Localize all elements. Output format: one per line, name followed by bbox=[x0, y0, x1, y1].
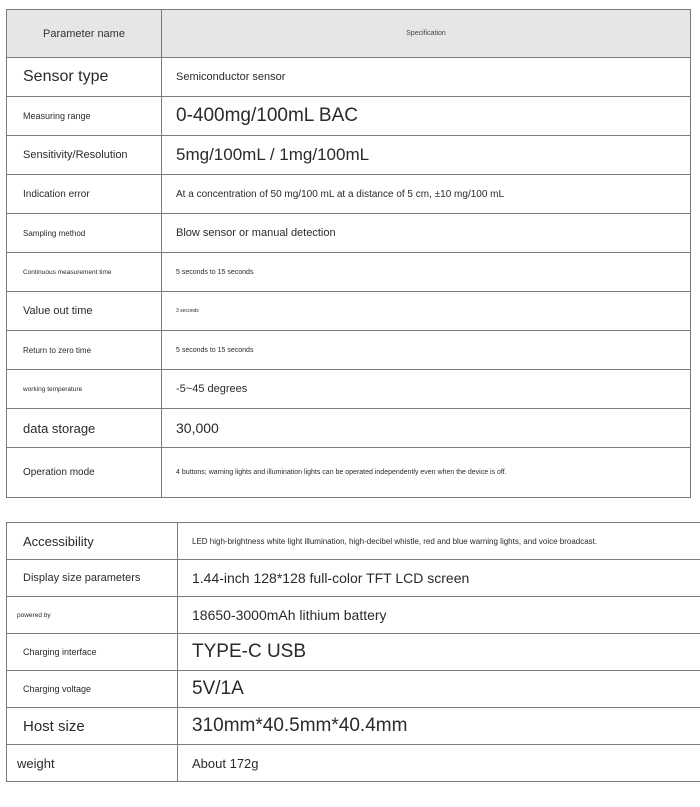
row-value: 5 seconds to 15 seconds bbox=[162, 331, 691, 370]
row-name: Operation mode bbox=[7, 448, 162, 498]
row-name: Display size parameters bbox=[7, 560, 178, 597]
table-row bbox=[7, 58, 691, 97]
table-row bbox=[7, 409, 691, 448]
row-value: At a concentration of 50 mg/100 mL at a distance of 5 cm, ±10 mg/100 mL bbox=[162, 175, 691, 214]
row-value: 5V/1A bbox=[178, 671, 700, 708]
row-name: Return to zero time bbox=[7, 331, 162, 370]
row-name: Sensitivity/Resolution bbox=[7, 136, 162, 175]
row-value: 3 seconds bbox=[162, 292, 691, 331]
table-row bbox=[7, 745, 700, 782]
row-value: 0-400mg/100mL BAC bbox=[162, 97, 691, 136]
table-row bbox=[7, 136, 691, 175]
table-row bbox=[7, 292, 691, 331]
table-row bbox=[7, 175, 691, 214]
row-value: 4 buttons; warning lights and illumination lights can be operated independently even when the device is off. bbox=[162, 448, 691, 498]
table-row bbox=[7, 708, 700, 745]
row-value: 5mg/100mL / 1mg/100mL bbox=[162, 136, 691, 175]
header-parameter-name: Parameter name bbox=[7, 10, 162, 58]
table-row bbox=[7, 597, 700, 634]
row-value: Blow sensor or manual detection bbox=[162, 214, 691, 253]
row-value: 1.44-inch 128*128 full-color TFT LCD screen bbox=[178, 560, 700, 597]
row-name: Sampling method bbox=[7, 214, 162, 253]
row-name: working temperature bbox=[7, 370, 162, 409]
row-value: About 172g bbox=[178, 745, 700, 782]
table-row bbox=[7, 253, 691, 292]
row-name: Host size bbox=[7, 708, 178, 745]
table-row bbox=[7, 634, 700, 671]
row-value: LED high-brightness white light illumination, high-decibel whistle, red and blue warning lights, and voice broadcast. bbox=[178, 523, 700, 560]
row-value: 30,000 bbox=[162, 409, 691, 448]
row-name: weight bbox=[7, 745, 178, 782]
row-name: Measuring range bbox=[7, 97, 162, 136]
table-row bbox=[7, 331, 691, 370]
table-row bbox=[7, 214, 691, 253]
row-name: Sensor type bbox=[7, 58, 162, 97]
row-value: -5~45 degrees bbox=[162, 370, 691, 409]
table-row bbox=[7, 671, 700, 708]
row-value: 18650-3000mAh lithium battery bbox=[178, 597, 700, 634]
header-specification: Specification bbox=[162, 10, 691, 58]
row-name: Charging interface bbox=[7, 634, 178, 671]
row-value: TYPE-C USB bbox=[178, 634, 700, 671]
row-value: 310mm*40.5mm*40.4mm bbox=[178, 708, 700, 745]
row-name: powered by bbox=[7, 597, 178, 634]
row-name: Charging voltage bbox=[7, 671, 178, 708]
table-row bbox=[7, 370, 691, 409]
row-name: Indication error bbox=[7, 175, 162, 214]
table-row bbox=[7, 97, 691, 136]
spec-table-secondary bbox=[6, 522, 700, 782]
table-row bbox=[7, 560, 700, 597]
row-name: Accessibility bbox=[7, 523, 178, 560]
table-row bbox=[7, 523, 700, 560]
row-name: Value out time bbox=[7, 292, 162, 331]
spec-table-main bbox=[6, 9, 691, 498]
row-value: Semiconductor sensor bbox=[162, 58, 691, 97]
row-name: Continuous measurement time bbox=[7, 253, 162, 292]
row-value: 5 seconds to 15 seconds bbox=[162, 253, 691, 292]
table-row bbox=[7, 448, 691, 498]
table-header-row bbox=[7, 10, 691, 58]
row-name: data storage bbox=[7, 409, 162, 448]
